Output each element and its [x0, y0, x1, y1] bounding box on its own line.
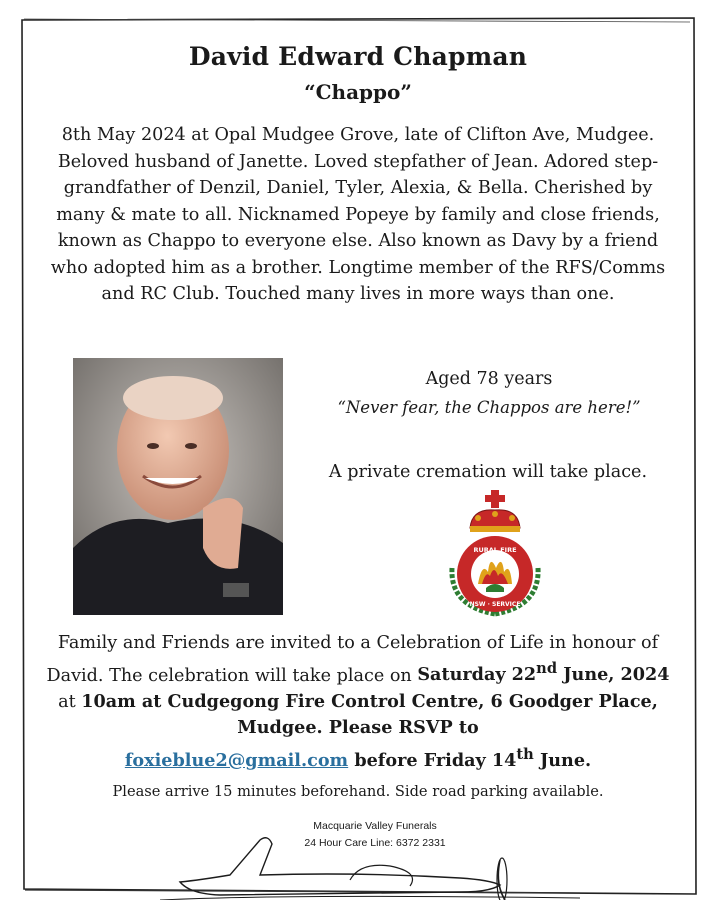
age-line: Aged 78 years: [425, 369, 553, 389]
arrival-note: Please arrive 15 minutes beforehand. Side road parking available.: [112, 783, 604, 800]
celebration-paragraph: [40, 630, 676, 774]
rsvp-deadline: before Friday 14th June.: [348, 745, 592, 771]
nickname: “Chappo”: [304, 80, 412, 104]
celebration-date: Saturday 22nd June, 2024: [417, 660, 670, 686]
quote-line: “Never fear, the Chappos are here!”: [337, 398, 641, 417]
celebration-time-place: 10am at Cudgegong Fire Control Centre, 6 Goodger Place, Mudgee. Please RSVP to: [81, 690, 658, 739]
celebration-text-2: at: [58, 691, 82, 712]
deceased-name: David Edward Chapman: [188, 42, 528, 71]
plane-doodle-icon: [160, 820, 580, 900]
portrait-photo: [73, 358, 283, 615]
rsvp-email-link[interactable]: foxieblue2@gmail.com: [124, 749, 349, 771]
funeral-careline: 24 Hour Care Line: 6372 2331: [304, 837, 446, 849]
intro-paragraph: 8th May 2024 at Opal Mudgee Grove, late of Clifton Ave, Mudgee. Beloved husband of Janette. Loved stepfather of Jean. Adored step-grandfather of Denzil, Daniel, Tyler, Alexia, & Bella. Cherished by many & mate to all. Nicknamed Popeye by family and close friends, known as Chappo to everyone else. Also known as Davy by a friend who adopted him as a brother. Longtime member of the RFS/Comms and RC Club. Touched many lives in more ways than one.: [50, 125, 666, 304]
funeral-director-name: Macquarie Valley Funerals: [313, 820, 437, 832]
rfs-logo-text: RURAL FIRE: [473, 546, 517, 554]
rfs-logo: [442, 488, 548, 620]
celebration-text-1: Family and Friends are invited to a Celebration of Life in honour of David. The celebration will take place on: [46, 633, 659, 686]
cremation-line: A private cremation will take place.: [328, 462, 648, 482]
svg-text:NSW · SERVICE: NSW · SERVICE: [469, 601, 521, 608]
